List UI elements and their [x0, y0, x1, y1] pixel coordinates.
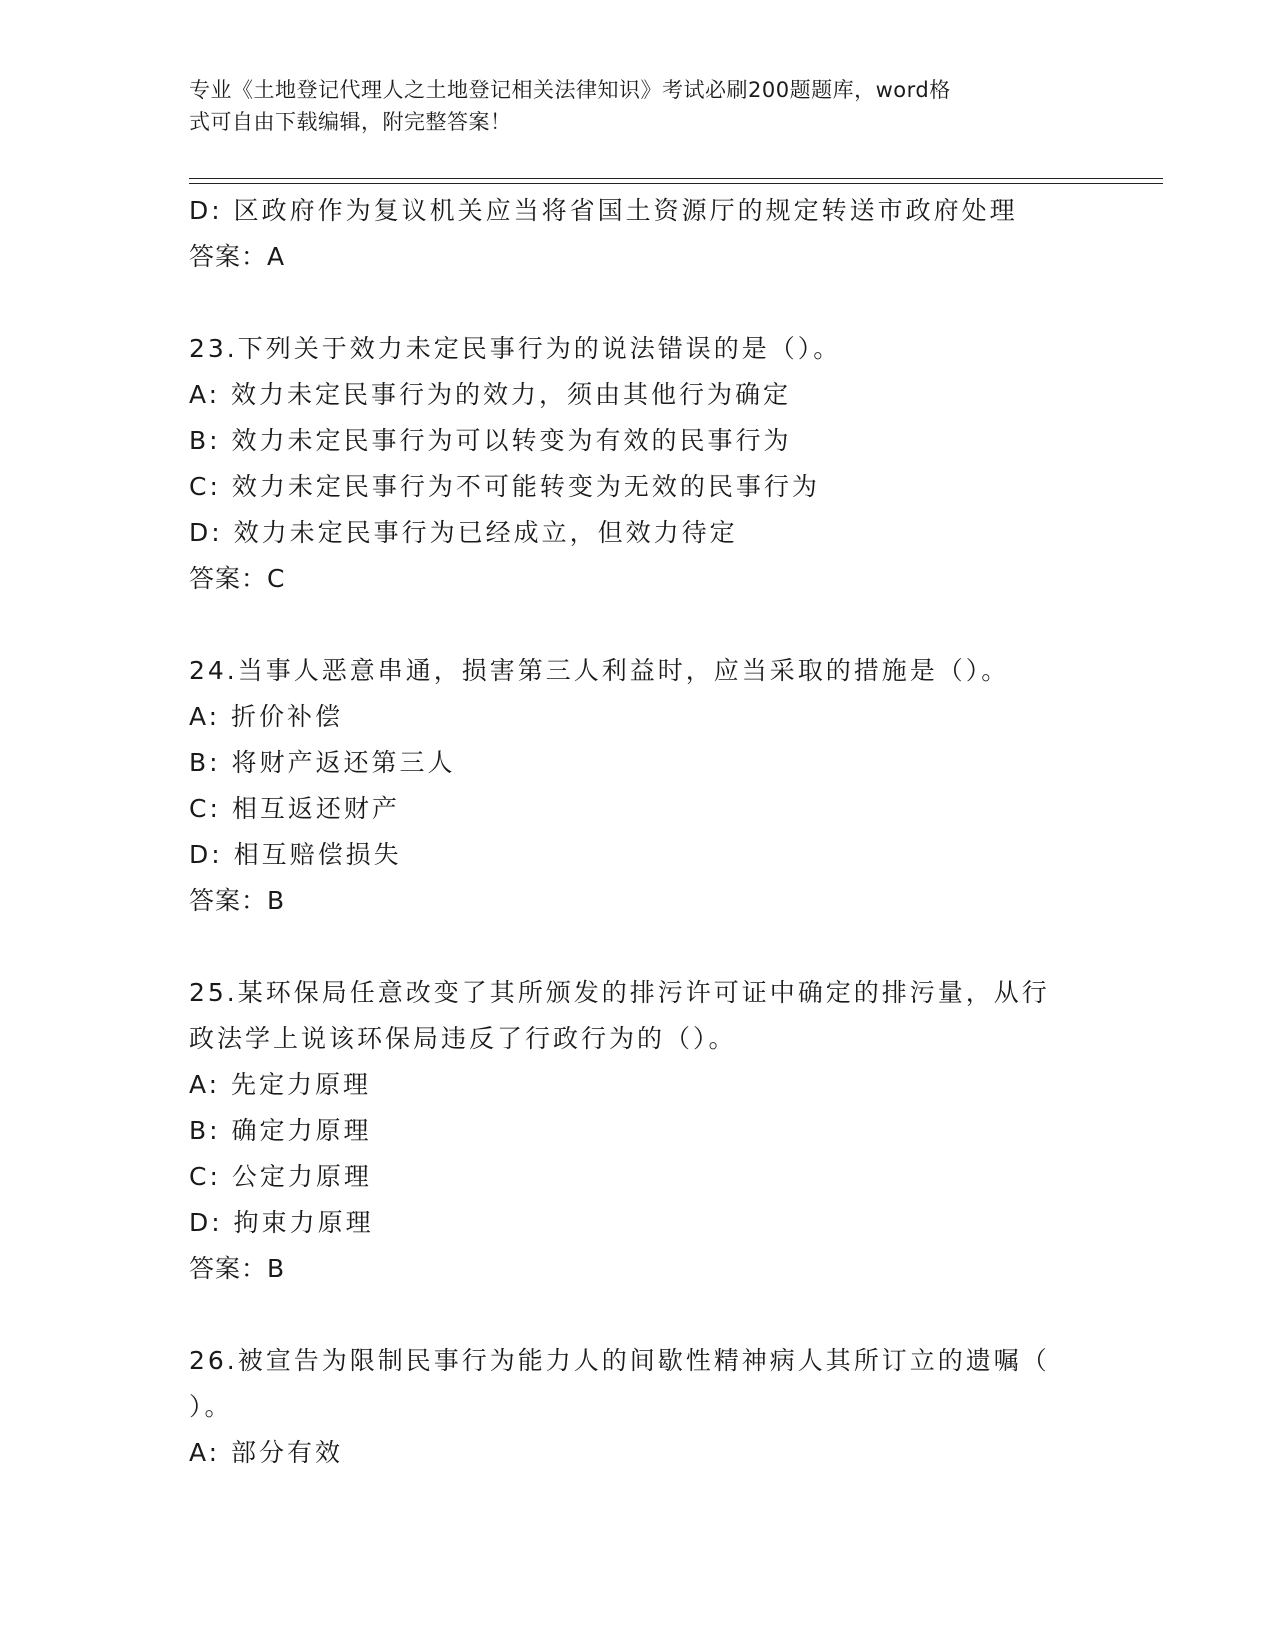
option-d: D: 相互赔偿损失 — [189, 840, 402, 869]
question-25 — [189, 970, 1089, 1292]
question-stem-line-1: 26.被宣告为限制民事行为能力人的间歇性精神病人其所订立的遗嘱（ — [189, 1346, 1050, 1375]
option-a: A: 折价补偿 — [189, 702, 344, 731]
spacer — [189, 280, 1089, 326]
option-b: B: 确定力原理 — [189, 1116, 372, 1145]
option-b: B: 效力未定民事行为可以转变为有效的民事行为 — [189, 426, 792, 455]
option-c: C: 公定力原理 — [189, 1162, 372, 1191]
question-stem: 24.当事人恶意串通，损害第三人利益时，应当采取的措施是（）。 — [189, 656, 1010, 685]
answer-line: 答案：A — [189, 242, 286, 271]
question-24 — [189, 648, 1089, 924]
answer-line: 答案：B — [189, 1254, 286, 1283]
question-26 — [189, 1338, 1089, 1476]
header-line-2: 式可自由下载编辑，附完整答案！ — [189, 110, 512, 134]
option-c: C: 效力未定民事行为不可能转变为无效的民事行为 — [189, 472, 820, 501]
question-23 — [189, 326, 1089, 602]
header-divider-bottom — [189, 183, 1163, 184]
document-header — [189, 74, 1069, 138]
header-divider-top — [189, 178, 1163, 179]
answer-line: 答案：B — [189, 886, 286, 915]
header-line-1: 专业《土地登记代理人之土地登记相关法律知识》考试必刷200题题库，word格 — [189, 78, 951, 102]
option-a: A: 先定力原理 — [189, 1070, 372, 1099]
option-d: D: 区政府作为复议机关应当将省国土资源厅的规定转送市政府处理 — [189, 196, 1018, 225]
answer-line: 答案：C — [189, 564, 286, 593]
option-c: C: 相互返还财产 — [189, 794, 400, 823]
question-stem-line-2: 政法学上说该环保局违反了行政行为的（）。 — [189, 1024, 737, 1053]
option-d: D: 拘束力原理 — [189, 1208, 374, 1237]
spacer — [189, 602, 1089, 648]
spacer — [189, 924, 1089, 970]
option-d: D: 效力未定民事行为已经成立，但效力待定 — [189, 518, 738, 547]
question-stem-line-2: ）。 — [189, 1392, 233, 1421]
question-stem: 23.下列关于效力未定民事行为的说法错误的是（）。 — [189, 334, 842, 363]
option-b: B: 将财产返还第三人 — [189, 748, 456, 777]
prev-question-tail — [189, 188, 1089, 280]
spacer — [189, 1292, 1089, 1338]
option-a: A: 效力未定民事行为的效力，须由其他行为确定 — [189, 380, 792, 409]
question-stem-line-1: 25.某环保局任意改变了其所颁发的排污许可证中确定的排污量，从行 — [189, 978, 1050, 1007]
question-content — [189, 188, 1089, 1476]
option-a: A: 部分有效 — [189, 1438, 344, 1467]
